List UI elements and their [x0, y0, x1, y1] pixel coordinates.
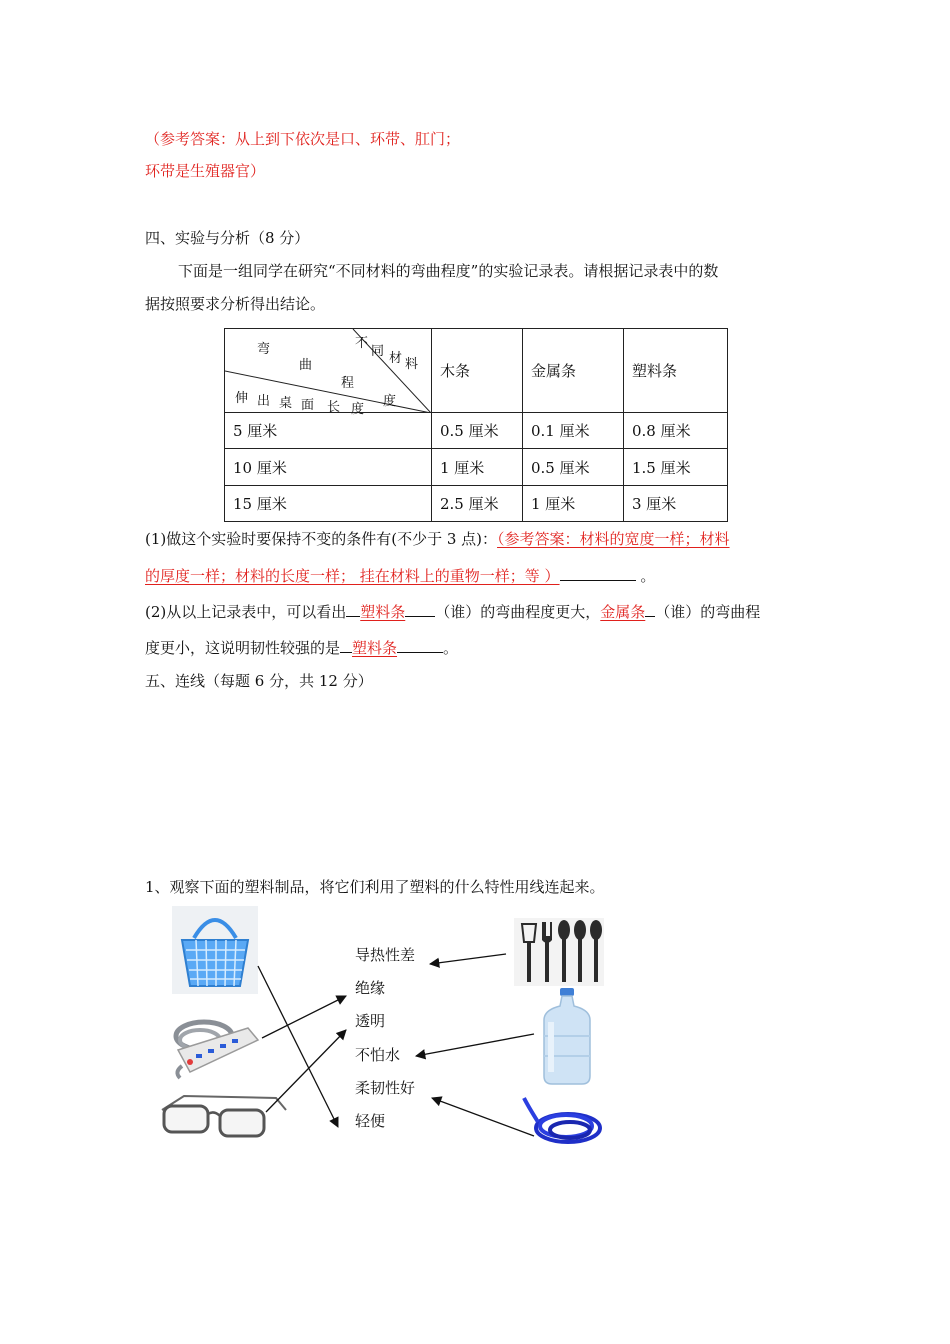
diag-bot-2: 出	[257, 394, 271, 409]
line-basket-lightweight	[258, 966, 338, 1127]
q2-answer3: 塑料条	[352, 639, 398, 657]
diag-mid-2: 曲	[299, 358, 313, 373]
diag-bot-1: 伸	[235, 391, 249, 406]
q1-end: 。	[640, 567, 656, 585]
diag-bot-5: 长	[327, 400, 341, 415]
line-strip-insulation	[262, 996, 346, 1038]
cell-metal: 0.5 厘米	[523, 449, 624, 486]
cell-metal: 0.1 厘米	[523, 413, 624, 449]
diag-top-3: 材	[389, 351, 403, 366]
diag-bot-6: 度	[351, 402, 365, 417]
diag-bot-3: 桌	[279, 396, 293, 411]
cell-plastic: 3 厘米	[624, 486, 728, 522]
diag-mid-4: 度	[383, 394, 397, 409]
line-tube-flexible	[432, 1098, 534, 1136]
q2-answer2: 金属条	[600, 603, 646, 621]
cell-length: 5 厘米	[225, 413, 432, 449]
diag-top-2: 同	[371, 344, 385, 359]
q1-answer-line2: 的厚度一样；材料的长度一样； 挂在材料上的重物一样；等 ）	[145, 567, 560, 585]
property-5: 柔韧性好	[355, 1079, 416, 1097]
cell-plastic: 0.8 厘米	[624, 413, 728, 449]
q2-line2-prefix: 度更小，这说明韧性较强的是	[145, 639, 341, 657]
section5-heading: 五、连线（每题 6 分，共 12 分）	[145, 672, 373, 690]
diag-mid-1: 弯	[257, 342, 271, 357]
q1-answer-line1: （参考答案：材料的宽度一样；材料	[497, 530, 730, 548]
header-wood: 木条	[432, 329, 523, 413]
property-3: 透明	[355, 1012, 386, 1030]
property-4: 不怕水	[355, 1046, 401, 1064]
section5-q1: 1、观察下面的塑料制品，将它们利用了塑料的什么特性用线连起来。	[145, 878, 605, 896]
diag-top-1: 不	[355, 336, 369, 351]
diag-bot-4: 面	[301, 398, 315, 413]
cell-wood: 0.5 厘米	[432, 413, 523, 449]
cell-wood: 1 厘米	[432, 449, 523, 486]
diag-mid-3: 程	[341, 376, 355, 391]
line-jug-water	[416, 1034, 534, 1056]
cell-wood: 2.5 厘米	[432, 486, 523, 522]
section4-intro-line2: 据按照要求分析得出结论。	[145, 295, 326, 313]
q2-end: 。	[443, 639, 459, 657]
answer-intro-line2: 环带是生殖器官）	[145, 162, 266, 180]
answer-intro-line1: （参考答案：从上到下依次是口、环带、肛门；	[145, 130, 461, 148]
property-2: 绝缘	[355, 979, 386, 997]
line-utensils-heat	[430, 954, 506, 964]
q1-prefix: (1)做这个实验时要保持不变的条件有(不少于 3 点)：	[145, 530, 498, 548]
line-glasses-transparent	[266, 1030, 346, 1112]
section4-intro-line1: 下面是一组同学在研究“不同材料的弯曲程度”的实验记录表。请根据记录表中的数	[178, 262, 719, 280]
diag-top-4: 料	[405, 357, 419, 372]
cell-length: 10 厘米	[225, 449, 432, 486]
q2-answer1: 塑料条	[360, 603, 406, 621]
section4-heading: 四、实验与分析（8 分）	[145, 229, 310, 247]
q2-prefix: (2)从以上记录表中，可以看出	[145, 603, 347, 621]
header-plastic: 塑料条	[624, 329, 728, 413]
cell-metal: 1 厘米	[523, 486, 624, 522]
q2-mid2: （谁）的弯曲程	[655, 603, 761, 621]
property-6: 轻便	[355, 1112, 386, 1130]
property-1: 导热性差	[355, 946, 416, 964]
q2-mid1: （谁）的弯曲程度更大，	[435, 603, 601, 621]
cell-length: 15 厘米	[225, 486, 432, 522]
header-metal: 金属条	[523, 329, 624, 413]
cell-plastic: 1.5 厘米	[624, 449, 728, 486]
